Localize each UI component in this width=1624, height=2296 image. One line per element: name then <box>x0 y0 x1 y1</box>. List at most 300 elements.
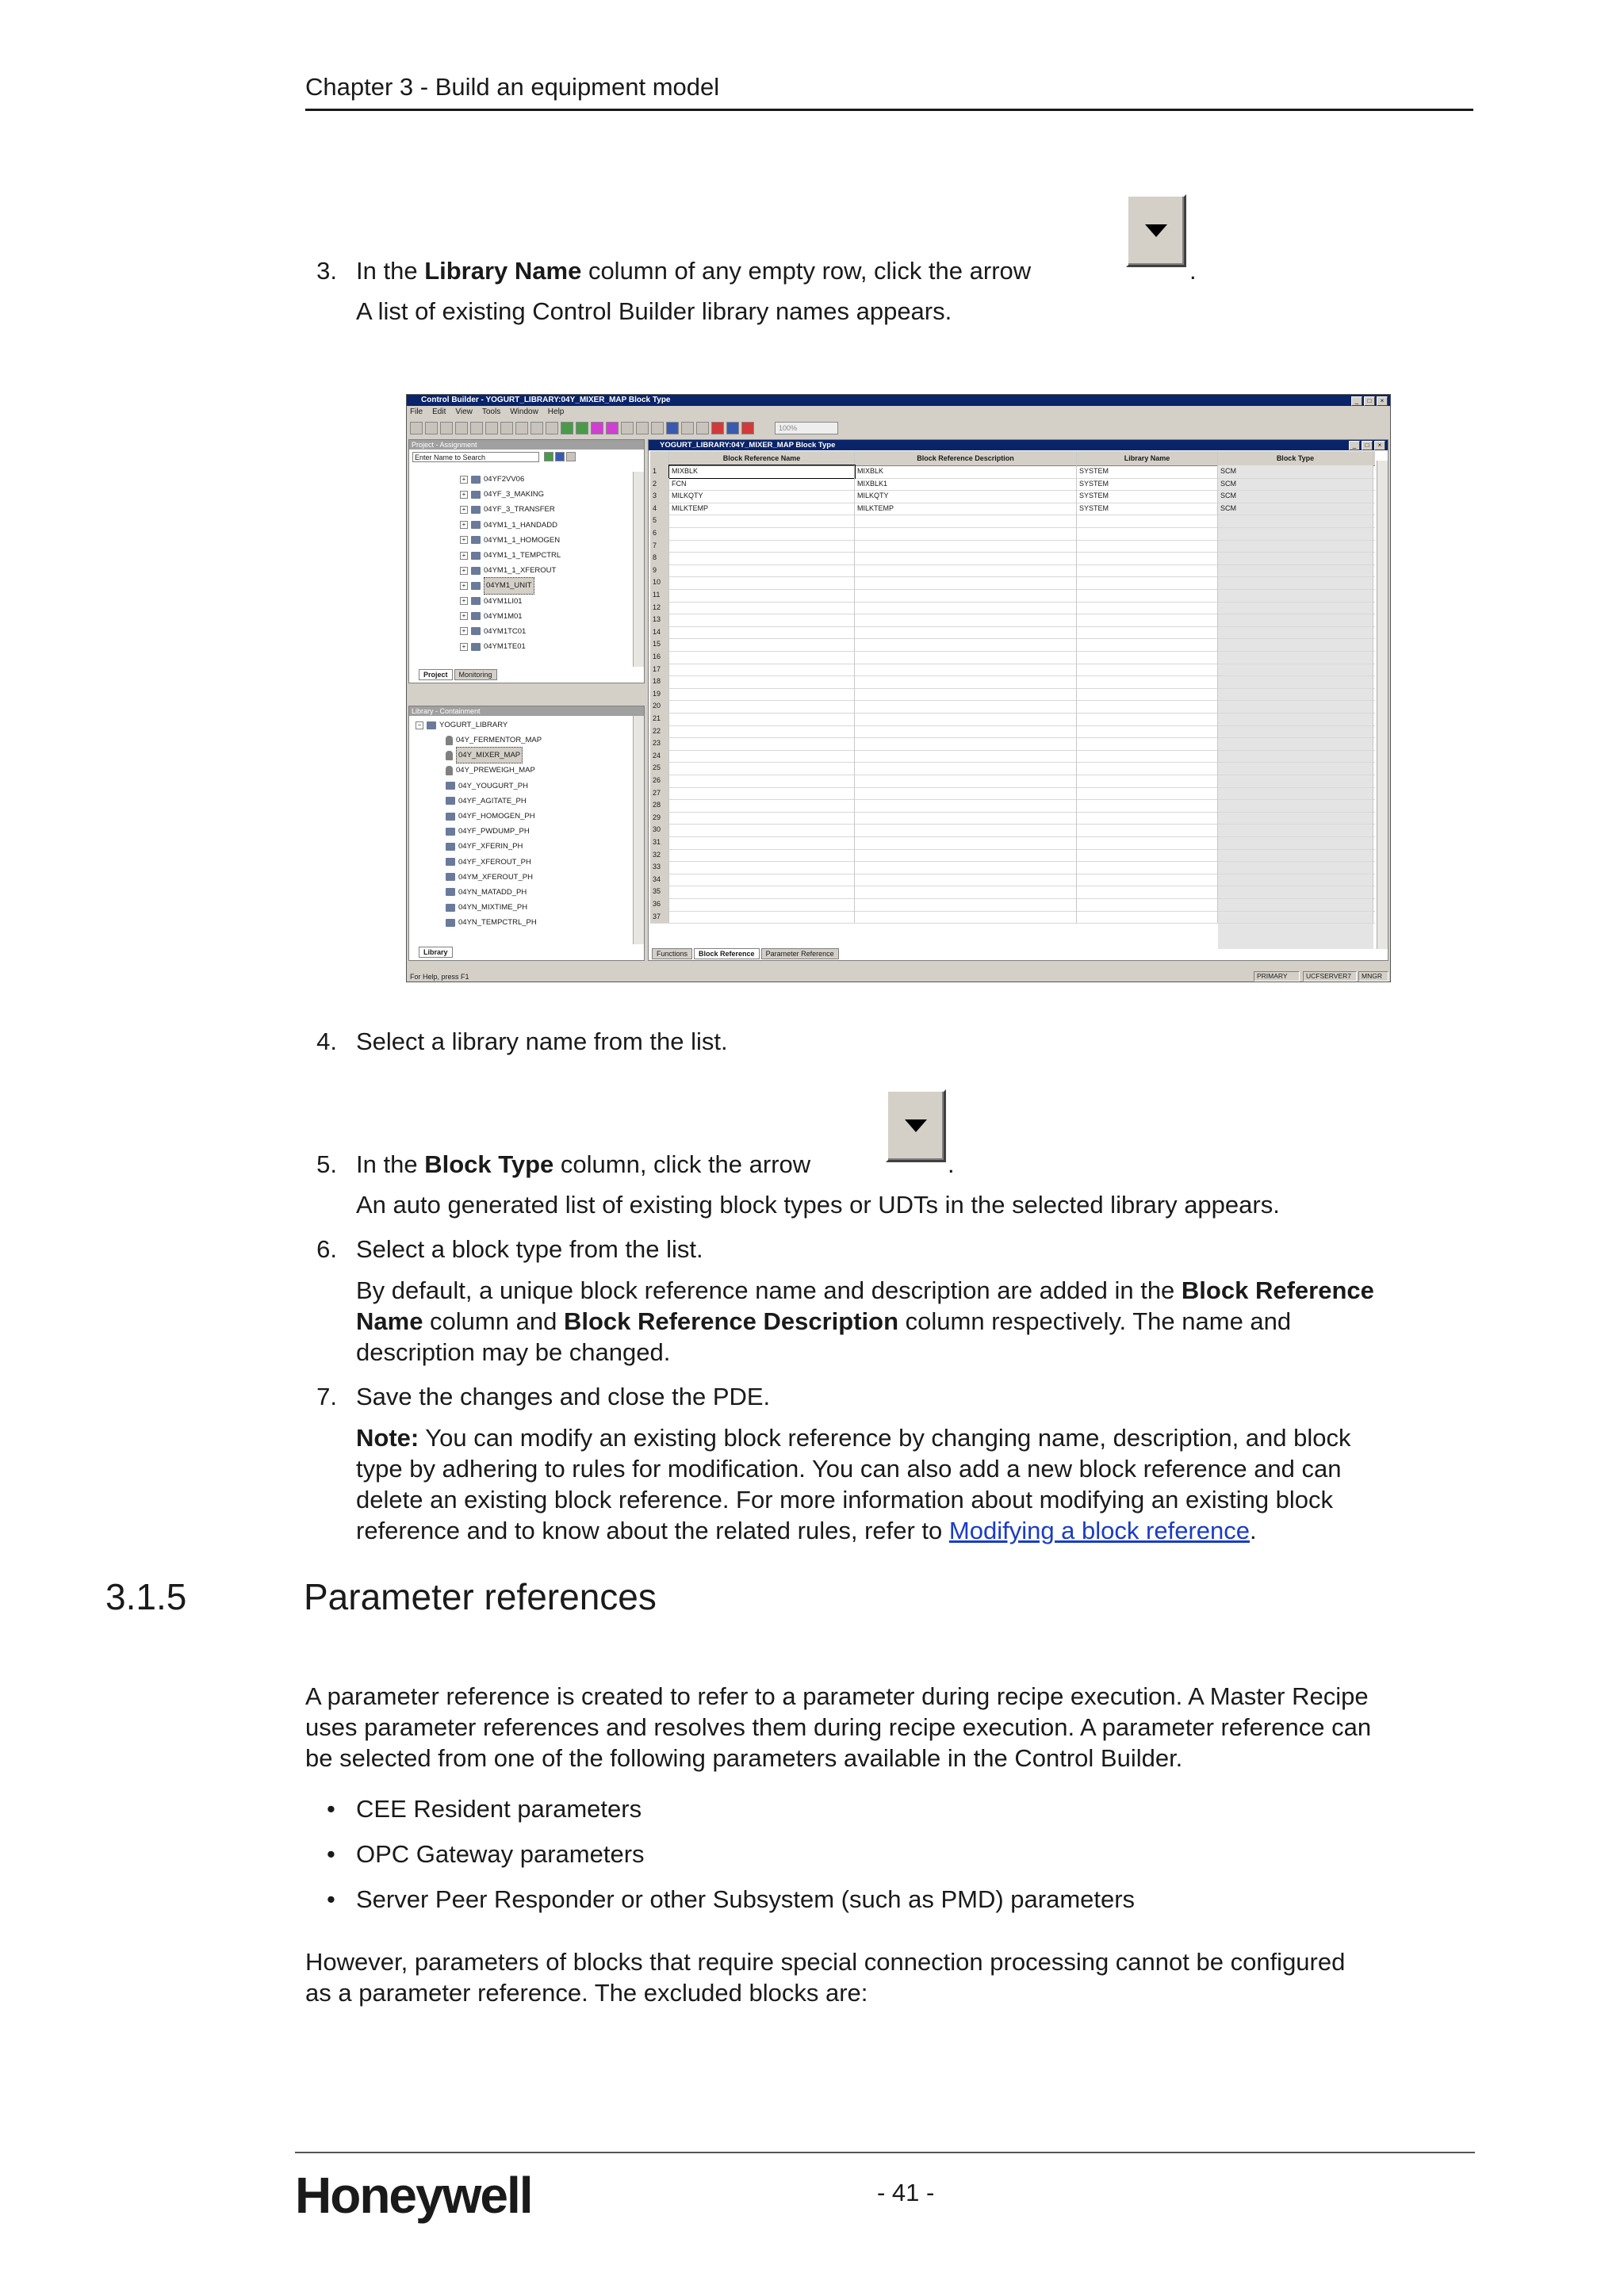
table-cell[interactable] <box>1077 874 1218 886</box>
table-cell[interactable] <box>669 576 855 589</box>
table-cell[interactable] <box>669 675 855 688</box>
table-cell[interactable] <box>855 540 1077 553</box>
status-bar <box>407 970 1390 982</box>
table-cell[interactable] <box>1077 836 1218 849</box>
table-cell[interactable] <box>1218 762 1373 775</box>
table-cell[interactable] <box>1218 812 1373 825</box>
table-cell[interactable] <box>855 664 1077 676</box>
cut-icon[interactable] <box>485 422 498 434</box>
table-cell[interactable]: MIXBLK <box>855 465 1077 478</box>
table-cell[interactable]: SCM <box>1218 490 1373 503</box>
table-row[interactable] <box>650 638 1375 652</box>
check-icon[interactable] <box>576 422 588 434</box>
table-cell[interactable] <box>855 886 1077 898</box>
table-row[interactable] <box>650 515 1375 528</box>
table-row[interactable] <box>650 836 1375 850</box>
table-cell[interactable] <box>855 911 1077 924</box>
table-cell[interactable] <box>669 664 855 676</box>
table-row[interactable] <box>650 750 1375 763</box>
table-row[interactable] <box>650 552 1375 565</box>
close-icon[interactable]: × <box>1377 396 1388 406</box>
table-row[interactable] <box>650 614 1375 627</box>
tree-item[interactable]: 04Y_FERMENTOR_MAP <box>446 733 542 748</box>
table-cell[interactable] <box>855 614 1077 626</box>
table-cell[interactable] <box>855 836 1077 849</box>
table-row[interactable] <box>650 564 1375 578</box>
table-cell[interactable] <box>855 725 1077 738</box>
help-icon[interactable] <box>546 422 558 434</box>
table-cell[interactable] <box>1218 886 1373 898</box>
table-row[interactable] <box>650 824 1375 837</box>
table-cell[interactable] <box>855 626 1077 639</box>
table-cell[interactable] <box>669 589 855 602</box>
table-cell[interactable] <box>855 602 1077 614</box>
table-row[interactable] <box>650 576 1375 590</box>
paste-icon[interactable] <box>515 422 528 434</box>
table-cell[interactable] <box>1218 527 1373 540</box>
menu-view[interactable]: View <box>455 408 473 416</box>
row-number: 9 <box>650 564 669 577</box>
move-down-icon[interactable] <box>621 422 634 434</box>
section-title: Parameter references <box>304 1576 657 1617</box>
table-cell[interactable] <box>1077 564 1218 577</box>
table-cell[interactable] <box>1077 614 1218 626</box>
table-row[interactable] <box>650 725 1375 739</box>
table-row[interactable] <box>650 688 1375 702</box>
table-cell[interactable] <box>855 737 1077 750</box>
tab-monitoring[interactable]: Monitoring <box>454 669 497 680</box>
row-number: 33 <box>650 861 669 874</box>
table-cell[interactable] <box>1218 564 1373 577</box>
tree-root[interactable]: − YOGURT_LIBRARY <box>416 718 508 733</box>
table-cell[interactable] <box>1218 638 1373 651</box>
table-row[interactable] <box>650 626 1375 640</box>
table-cell[interactable] <box>669 836 855 849</box>
row-number: 17 <box>650 664 669 676</box>
step-6-text: Select a block type from the list. <box>356 1235 703 1263</box>
table-cell[interactable]: MIXBLK1 <box>855 478 1077 491</box>
table-cell[interactable] <box>669 651 855 664</box>
tab-functions[interactable]: Functions <box>652 948 692 959</box>
table-cell[interactable] <box>1218 700 1373 713</box>
table-cell[interactable] <box>669 750 855 763</box>
table-row[interactable] <box>650 664 1375 677</box>
step-number: 6. <box>316 1235 337 1263</box>
network-icon[interactable] <box>726 422 739 434</box>
table-row[interactable] <box>650 478 1375 492</box>
step-7-text: Save the changes and close the PDE. <box>356 1383 771 1410</box>
table-cell[interactable] <box>1218 626 1373 639</box>
tab-project[interactable]: Project <box>419 669 453 680</box>
table-cell[interactable] <box>855 651 1077 664</box>
table-row[interactable] <box>650 849 1375 863</box>
table-cell[interactable] <box>855 861 1077 874</box>
step-5-text: In the Block Type column, click the arrow <box>356 1150 811 1178</box>
table-cell[interactable]: MILKTEMP <box>669 503 855 515</box>
table-cell[interactable] <box>669 527 855 540</box>
table-cell[interactable] <box>669 638 855 651</box>
row-number: 11 <box>650 589 669 602</box>
menu-bar <box>410 407 564 418</box>
table-cell[interactable] <box>1077 651 1218 664</box>
table-cell[interactable] <box>669 799 855 812</box>
table-row[interactable] <box>650 787 1375 801</box>
tab-library[interactable]: Library <box>419 947 453 958</box>
table-cell[interactable]: SYSTEM <box>1077 465 1218 478</box>
row-number: 6 <box>650 527 669 540</box>
table-cell[interactable] <box>855 898 1077 911</box>
table-cell[interactable] <box>669 737 855 750</box>
table-cell[interactable] <box>1218 824 1373 836</box>
table-cell[interactable] <box>1218 836 1373 849</box>
table-cell[interactable] <box>1077 775 1218 787</box>
row-number: 22 <box>650 725 669 738</box>
project-scrollbar[interactable] <box>633 472 644 667</box>
table-cell[interactable]: FCN <box>669 478 855 491</box>
table-cell[interactable] <box>669 762 855 775</box>
close-icon[interactable]: × <box>1374 441 1385 450</box>
table-cell[interactable]: MIXBLK <box>669 465 855 478</box>
table-cell[interactable] <box>1077 638 1218 651</box>
table-cell[interactable] <box>1077 886 1218 898</box>
table-cell[interactable] <box>669 787 855 800</box>
tree-item[interactable]: + 04YM1TC01 <box>460 624 561 639</box>
table-cell[interactable] <box>669 552 855 564</box>
table-cell[interactable] <box>1077 898 1218 911</box>
step-number: 3. <box>316 257 337 285</box>
table-cell[interactable] <box>855 775 1077 787</box>
table-cell[interactable] <box>669 874 855 886</box>
chapter-header: Chapter 3 - Build an equipment model <box>305 73 720 101</box>
maximize-icon[interactable]: □ <box>1362 441 1373 450</box>
menu-edit[interactable]: Edit <box>432 408 446 416</box>
table-cell[interactable] <box>1218 589 1373 602</box>
table-cell[interactable] <box>669 614 855 626</box>
row-number: 34 <box>650 874 669 886</box>
tree-item[interactable]: 04YN_MIXTIME_PH <box>446 900 542 915</box>
tree-item[interactable]: 04YF_HOMOGEN_PH <box>446 809 542 824</box>
grid-icon[interactable] <box>696 422 709 434</box>
tree-item[interactable]: + 04YM1M01 <box>460 609 561 624</box>
table-cell[interactable]: SCM <box>1218 503 1373 515</box>
table-row[interactable] <box>650 898 1375 912</box>
new-icon[interactable] <box>410 422 423 434</box>
table-cell[interactable] <box>1218 737 1373 750</box>
table-cell[interactable] <box>669 849 855 862</box>
grid-scrollbar[interactable] <box>1377 461 1388 949</box>
table-cell[interactable]: SCM <box>1218 478 1373 491</box>
tree-item-selected[interactable]: 04Y_MIXER_MAP <box>446 748 542 763</box>
table-cell[interactable] <box>855 700 1077 713</box>
table-row[interactable] <box>650 812 1375 825</box>
tab-parameter-reference[interactable]: Parameter Reference <box>761 948 839 959</box>
tree-item[interactable]: + 04YM1TE01 <box>460 639 561 654</box>
table-row[interactable] <box>650 762 1375 775</box>
table-cell[interactable] <box>1077 824 1218 836</box>
table-cell[interactable] <box>855 750 1077 763</box>
table-cell[interactable] <box>1077 540 1218 553</box>
load-icon[interactable] <box>561 422 573 434</box>
table-cell[interactable] <box>669 861 855 874</box>
copy-icon[interactable] <box>500 422 513 434</box>
table-cell[interactable] <box>855 515 1077 527</box>
table-cell[interactable] <box>1218 713 1373 725</box>
table-cell[interactable] <box>1077 552 1218 564</box>
table-cell[interactable] <box>1077 626 1218 639</box>
link-icon[interactable] <box>666 422 679 434</box>
modifying-block-reference-link[interactable]: Modifying a block reference <box>948 1517 1250 1544</box>
table-cell[interactable] <box>1218 861 1373 874</box>
block-type-window-title: YOGURT_LIBRARY:04Y_MIXER_MAP Block Type <box>649 440 1388 450</box>
table-cell[interactable] <box>1077 688 1218 701</box>
menu-tools[interactable]: Tools <box>481 408 501 416</box>
table-cell[interactable] <box>855 849 1077 862</box>
table-cell[interactable] <box>855 576 1077 589</box>
maximize-icon[interactable]: □ <box>1364 396 1375 406</box>
table-row[interactable] <box>650 886 1375 899</box>
bullet-item: Server Peer Responder or other Subsystem (such as PMD) parameters <box>356 1885 1136 1913</box>
tree-item[interactable]: 04YF_XFEROUT_PH <box>446 855 542 870</box>
table-cell[interactable] <box>1218 874 1373 886</box>
table-cell[interactable] <box>1077 664 1218 676</box>
dropdown-arrow-button[interactable] <box>886 1089 946 1162</box>
tree-item[interactable]: + 04YF_3_TRANSFER <box>460 502 561 517</box>
table-cell[interactable] <box>1077 750 1218 763</box>
table-row[interactable] <box>650 713 1375 726</box>
tree-item[interactable]: + 04YM1_1_HANDADD <box>460 518 561 533</box>
tree-item[interactable]: 04YF_XFERIN_PH <box>446 839 542 854</box>
table-cell[interactable] <box>855 713 1077 725</box>
table-cell[interactable] <box>1077 787 1218 800</box>
table-cell[interactable] <box>1077 799 1218 812</box>
table-cell[interactable] <box>855 638 1077 651</box>
row-number: 24 <box>650 750 669 763</box>
table-cell[interactable] <box>669 564 855 577</box>
search-input[interactable]: Enter Name to Search <box>412 452 539 462</box>
table-cell[interactable] <box>1218 898 1373 911</box>
open-icon[interactable] <box>425 422 438 434</box>
table-cell[interactable] <box>1218 787 1373 800</box>
table-cell[interactable] <box>1218 540 1373 553</box>
row-number: 16 <box>650 651 669 664</box>
table-cell[interactable] <box>855 688 1077 701</box>
table-row[interactable] <box>650 799 1375 813</box>
table-cell[interactable] <box>855 787 1077 800</box>
delete-icon[interactable] <box>741 422 754 434</box>
tree-item[interactable]: + 04YF2VV06 <box>460 472 561 487</box>
col-block-reference-name[interactable]: Block Reference Name <box>669 451 855 465</box>
tree-item[interactable]: + 04YF_3_MAKING <box>460 487 561 502</box>
toolbar <box>410 420 1387 436</box>
table-cell[interactable] <box>669 700 855 713</box>
table-cell[interactable] <box>855 675 1077 688</box>
table-cell[interactable] <box>1077 737 1218 750</box>
tree-item-selected[interactable]: + 04YM1_UNIT <box>460 578 561 593</box>
table-cell[interactable] <box>669 775 855 787</box>
table-row[interactable] <box>650 490 1375 503</box>
table-row[interactable] <box>650 737 1375 751</box>
table-cell[interactable] <box>1077 861 1218 874</box>
table-cell[interactable] <box>1218 651 1373 664</box>
go-icon[interactable] <box>544 452 553 461</box>
table-cell[interactable]: MILKTEMP <box>855 503 1077 515</box>
table-cell[interactable]: SYSTEM <box>1077 490 1218 503</box>
table-cell[interactable] <box>669 626 855 639</box>
settings-icon[interactable] <box>651 422 664 434</box>
step-3-period: . <box>1189 257 1197 285</box>
table-row[interactable] <box>650 527 1375 541</box>
step-7-note: Note: You can modify an existing block reference by changing name, description, and block type by adhering to rules for modification. You can also add a new block reference and can delete an existing block reference. For more information about modifying an existing block reference and to know about the related rules, refer to Modifying a block reference. <box>356 1424 1351 1544</box>
table-cell[interactable] <box>1077 589 1218 602</box>
table-cell[interactable]: SCM <box>1218 465 1373 478</box>
table-row[interactable] <box>650 540 1375 553</box>
step-5-period: . <box>948 1150 955 1178</box>
table-cell[interactable] <box>855 812 1077 825</box>
tree-item[interactable]: 04Y_PREWEIGH_MAP <box>446 763 542 778</box>
table-cell[interactable] <box>1218 688 1373 701</box>
table-cell[interactable] <box>669 812 855 825</box>
table-row[interactable] <box>650 775 1375 788</box>
row-number: 20 <box>650 700 669 713</box>
col-block-reference-description[interactable]: Block Reference Description <box>855 451 1077 465</box>
table-row[interactable] <box>650 589 1375 603</box>
table-cell[interactable] <box>1077 812 1218 825</box>
table-cell[interactable] <box>1218 664 1373 676</box>
table-cell[interactable] <box>855 762 1077 775</box>
library-scrollbar[interactable] <box>633 716 644 944</box>
tree-item[interactable]: 04YF_PWDUMP_PH <box>446 824 542 839</box>
table-cell[interactable] <box>855 564 1077 577</box>
equal-icon[interactable] <box>591 422 603 434</box>
table-row[interactable] <box>650 700 1375 714</box>
tree-item[interactable]: + 04YM1_1_TEMPCTRL <box>460 548 561 563</box>
table-cell[interactable] <box>1077 576 1218 589</box>
table-row[interactable] <box>650 602 1375 615</box>
exclusion-paragraph: However, parameters of blocks that require special connection processing cannot be configured as a parameter reference. The excluded blocks are: <box>305 1948 1346 2007</box>
table-cell[interactable] <box>1218 602 1373 614</box>
move-up-icon[interactable] <box>636 422 649 434</box>
library-icon[interactable] <box>711 422 724 434</box>
table-cell[interactable] <box>1218 775 1373 787</box>
table-cell[interactable]: MILKQTY <box>669 490 855 503</box>
tree-item[interactable]: 04YM_XFEROUT_PH <box>446 870 542 885</box>
table-cell[interactable] <box>855 552 1077 564</box>
redo-icon[interactable] <box>470 422 483 434</box>
table-cell[interactable] <box>1218 614 1373 626</box>
table-cell[interactable] <box>1077 602 1218 614</box>
table-cell[interactable] <box>669 898 855 911</box>
table-cell[interactable] <box>1218 799 1373 812</box>
menu-window[interactable]: Window <box>510 408 538 416</box>
undo-icon[interactable] <box>455 422 468 434</box>
table-cell[interactable] <box>1077 675 1218 688</box>
minimize-icon[interactable]: _ <box>1349 441 1360 450</box>
print-icon[interactable] <box>530 422 543 434</box>
table-row[interactable] <box>650 503 1375 516</box>
table-cell[interactable] <box>1218 675 1373 688</box>
table-cell[interactable] <box>669 725 855 738</box>
table-cell[interactable] <box>855 874 1077 886</box>
col-library-name[interactable]: Library Name <box>1077 451 1218 465</box>
table-cell[interactable] <box>669 824 855 836</box>
row-number: 13 <box>650 614 669 626</box>
minimize-icon[interactable]: _ <box>1351 396 1362 406</box>
row-number: 23 <box>650 737 669 750</box>
table-cell[interactable] <box>669 911 855 924</box>
tree-item[interactable]: + 04YM1_1_HOMOGEN <box>460 533 561 548</box>
table-cell[interactable] <box>1218 725 1373 738</box>
table-cell[interactable] <box>855 799 1077 812</box>
table-cell[interactable] <box>1218 515 1373 527</box>
tree-item[interactable]: + 04YM1LI01 <box>460 594 561 609</box>
insert-row-icon[interactable] <box>606 422 619 434</box>
table-cell[interactable] <box>855 824 1077 836</box>
tree-item[interactable]: 04YN_MATADD_PH <box>446 885 542 900</box>
table-cell[interactable] <box>1077 849 1218 862</box>
table-row[interactable] <box>650 675 1375 689</box>
clear-icon[interactable] <box>566 452 576 461</box>
menu-help[interactable]: Help <box>547 408 565 416</box>
table-cell[interactable] <box>669 886 855 898</box>
table-cell[interactable] <box>1218 911 1373 924</box>
save-icon[interactable] <box>440 422 453 434</box>
table-cell[interactable] <box>1077 713 1218 725</box>
table-cell[interactable] <box>1077 911 1218 924</box>
status-primary: PRIMARY <box>1254 971 1300 982</box>
step-3-text: In the Library Name column of any empty row, click the arrow <box>356 257 1032 285</box>
row-number: 3 <box>650 490 669 503</box>
table-cell[interactable] <box>669 515 855 527</box>
table-cell[interactable] <box>1218 576 1373 589</box>
tab-block-reference[interactable]: Block Reference <box>694 948 760 959</box>
tree-item[interactable]: 04Y_YOUGURT_PH <box>446 779 542 794</box>
row-number: 31 <box>650 836 669 849</box>
table-cell[interactable] <box>1077 725 1218 738</box>
filter-icon[interactable] <box>681 422 694 434</box>
honeywell-logo: Honeywell <box>295 2167 532 2224</box>
table-cell[interactable] <box>1077 515 1218 527</box>
table-cell[interactable] <box>1218 552 1373 564</box>
table-row[interactable] <box>650 465 1375 479</box>
tree-icon[interactable] <box>555 452 565 461</box>
table-row[interactable] <box>650 874 1375 887</box>
tree-item[interactable]: + 04YM1_1_XFEROUT <box>460 563 561 578</box>
table-row[interactable] <box>650 861 1375 874</box>
table-cell[interactable] <box>669 602 855 614</box>
row-number: 25 <box>650 762 669 775</box>
table-cell[interactable] <box>1077 527 1218 540</box>
menu-file[interactable]: File <box>410 408 423 416</box>
col-block-type[interactable]: Block Type <box>1218 451 1373 465</box>
tree-item[interactable]: 04YF_AGITATE_PH <box>446 794 542 809</box>
table-cell[interactable]: MILKQTY <box>855 490 1077 503</box>
table-row[interactable] <box>650 651 1375 664</box>
table-row[interactable] <box>650 911 1375 924</box>
zoom-select[interactable]: 100% <box>775 422 838 434</box>
table-cell[interactable]: SYSTEM <box>1077 478 1218 491</box>
table-cell[interactable] <box>855 589 1077 602</box>
table-cell[interactable]: SYSTEM <box>1077 503 1218 515</box>
table-cell[interactable] <box>1077 700 1218 713</box>
table-cell[interactable] <box>855 527 1077 540</box>
table-cell[interactable] <box>669 540 855 553</box>
table-cell[interactable] <box>669 688 855 701</box>
table-cell[interactable] <box>669 713 855 725</box>
table-cell[interactable] <box>1218 750 1373 763</box>
tree-item[interactable]: 04YN_TEMPCTRL_PH <box>446 915 542 930</box>
table-cell[interactable] <box>1218 849 1373 862</box>
table-cell[interactable] <box>1077 762 1218 775</box>
